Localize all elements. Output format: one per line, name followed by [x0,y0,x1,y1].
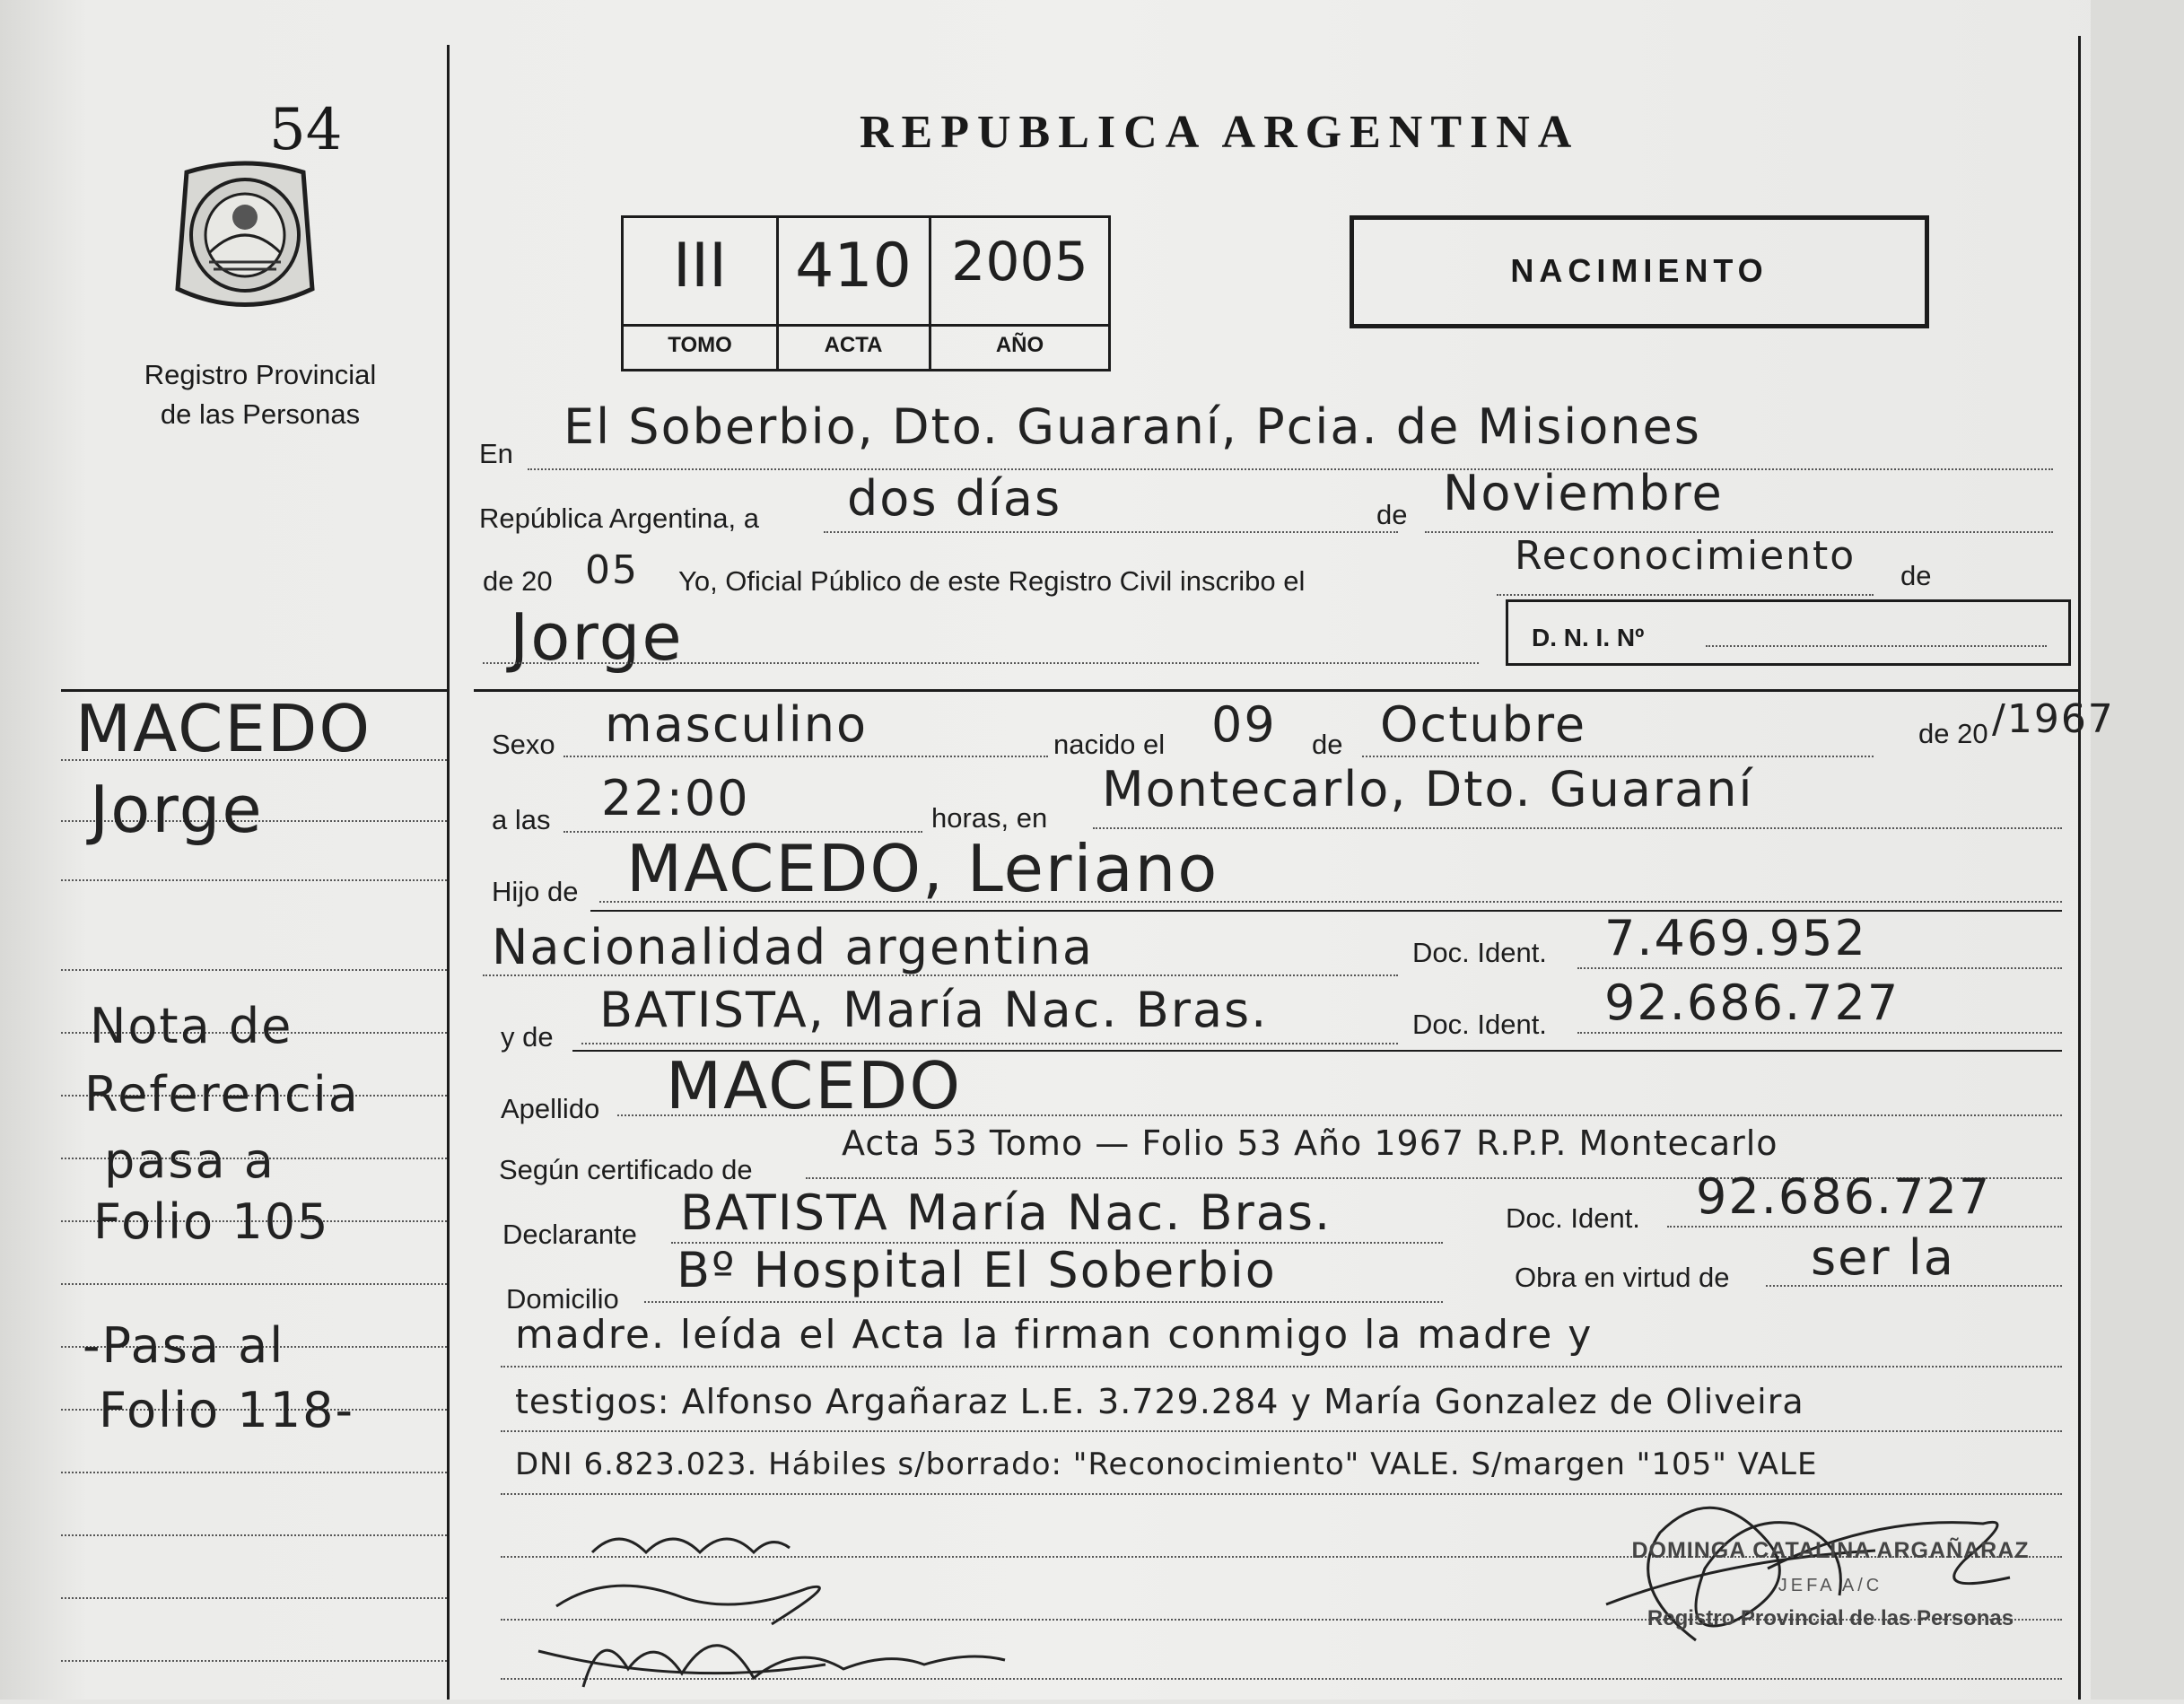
seal-icon [169,154,321,316]
ano-value: 2005 [951,231,1088,293]
y-de-label: y de [501,1021,554,1053]
en-value: El Soberbio, Dto. Guaraní, Pcia. de Misiones [563,398,1701,455]
nacido-dia: 09 [1211,696,1277,753]
segun-value: Acta 53 Tomo — Folio 53 Año 1967 R.P.P. Montecarlo [842,1123,1778,1163]
padre-doc-line [1577,967,2062,969]
hora-value: 22:00 [601,770,750,826]
nombre-value: Jorge [510,599,684,675]
tomo-label: TOMO [668,333,732,357]
official-signature-scribble-icon [1588,1461,2055,1676]
de-label-3: de [1312,729,1343,760]
margin-line [61,1283,447,1285]
margin-line [61,1660,447,1662]
ano-label: AÑO [995,333,1044,357]
lugar-line [1093,827,2062,829]
declarante-doc: 92.686.727 [1696,1168,1992,1225]
obra-label: Obra en virtud de [1515,1262,1730,1293]
inscribo-value: Reconocimiento [1515,533,1856,579]
mes-value: Noviembre [1443,465,1724,521]
sexo-value: masculino [605,696,869,753]
document-title: REPUBLICA ARGENTINA [860,107,1580,158]
registry-line-1: Registro Provincial [144,359,377,390]
margin-note-5: -Pasa al [83,1317,285,1374]
record-type: NACIMIENTO [1510,252,1769,289]
de20-label-2: de 20 [1918,718,1988,749]
margin-line [61,1472,447,1473]
nacido-mes-line [1362,756,1874,757]
de20-label: de 20 [483,565,553,597]
inscribo-line [1497,594,1874,596]
de-label: de [1376,499,1408,530]
folio-number: 54 [269,97,343,163]
acta-value: 410 [795,231,912,301]
nombre-line [483,662,1479,664]
en-line [528,468,2053,470]
registry-line-2: de las Personas [160,398,361,430]
free-line-2 [501,1430,2062,1432]
dni-line [1706,645,2047,647]
adjacent-page-edge [2091,0,2184,1700]
madre-doc-label: Doc. Ident. [1412,1009,1547,1040]
dni-box [1506,599,2071,666]
lugar-value: Montecarlo, Dto. Guaraní [1102,761,1754,817]
apellido-value: MACEDO [666,1048,962,1123]
madre-doc: 92.686.727 [1604,974,1900,1031]
declarante-doc-label: Doc. Ident. [1506,1202,1640,1234]
stamp-office: Registro Provincial de las Personas [1647,1606,2014,1630]
text-line-dni: DNI 6.823.023. Hábiles s/borrado: "Reconocimiento" VALE. S/margen "105" VALE [515,1446,1818,1482]
margin-line [61,1597,447,1599]
padre-doc-label: Doc. Ident. [1412,937,1547,968]
margin-note-6: Folio 118- [99,1382,354,1438]
declarante-value: BATISTA María Nac. Bras. [680,1184,1332,1241]
horas-label: horas, en [931,802,1048,834]
stamp-name: DOMINGA CATALINA ARGAÑARAZ [1631,1538,2030,1563]
sexo-line [563,756,1048,757]
margin-note-2: Referencia [84,1066,360,1123]
sexo-label: Sexo [492,729,555,760]
domicilio-value: Bº Hospital El Soberbio [677,1242,1277,1298]
free-line-1 [501,1366,2062,1368]
margin-note-3: pasa a [104,1132,275,1189]
provincial-seal [169,154,321,316]
nacido-mes: Octubre [1380,696,1587,753]
stamp-title: JEFA A/C [1778,1576,1883,1595]
madre-line [581,1043,1398,1044]
text-line-madre: madre. leída el Acta la firman conmigo la madre y [515,1312,1594,1358]
declarant-signature [502,1516,1059,1700]
tomo-value: III [672,231,728,301]
de-label-2: de [1900,560,1932,591]
segun-label: Según certificado de [499,1154,753,1185]
domicilio-label: Domicilio [506,1283,619,1315]
dia-line [824,531,1398,533]
section-rule [474,689,2078,692]
form-body [447,0,2115,1700]
en-label: En [479,438,513,469]
signature-scribble-icon [502,1516,1059,1700]
hijo-label: Hijo de [492,876,579,907]
margin-surname: MACEDO [75,691,371,766]
margin-line [61,1534,447,1536]
nacido-ano: /1967 [1992,696,2115,742]
padre-doc: 7.469.952 [1604,910,1867,966]
nac-line [483,974,1398,976]
dni-label: D. N. I. Nº [1532,624,1645,651]
republica-label: República Argentina, a [479,502,759,534]
a-las-label: a las [492,804,551,835]
margin-given-name: Jorge [90,772,264,847]
year-value: 05 [585,547,639,593]
registry-name [99,355,422,434]
apellido-label: Apellido [501,1093,600,1124]
margin-line [61,969,447,971]
margin-line [61,879,447,881]
madre-value: BATISTA, María Nac. Bras. [599,982,1269,1038]
padre-value: MACEDO, Leriano [626,831,1219,906]
dia-value: dos días [847,470,1062,527]
padre-nacionalidad: Nacionalidad argentina [492,919,1094,975]
margin-note-1: Nota de [90,998,293,1054]
acta-label: ACTA [824,333,883,357]
madre-doc-line [1577,1032,2062,1034]
right-border-rule [2078,36,2081,1700]
nacido-label: nacido el [1053,729,1166,760]
yo-label: Yo, Oficial Público de este Registro Civil inscribo el [678,565,1306,597]
domicilio-line [644,1301,1443,1303]
official-signature [1588,1461,2055,1676]
text-line-testigos: testigos: Alfonso Argañaraz L.E. 3.729.284 y María Gonzalez de Oliveira [515,1382,1804,1421]
obra-value: ser la [1811,1229,1955,1286]
declarante-label: Declarante [502,1219,637,1250]
margin-note-4: Folio 105 [93,1193,330,1250]
declarante-doc-line [1667,1226,2062,1228]
